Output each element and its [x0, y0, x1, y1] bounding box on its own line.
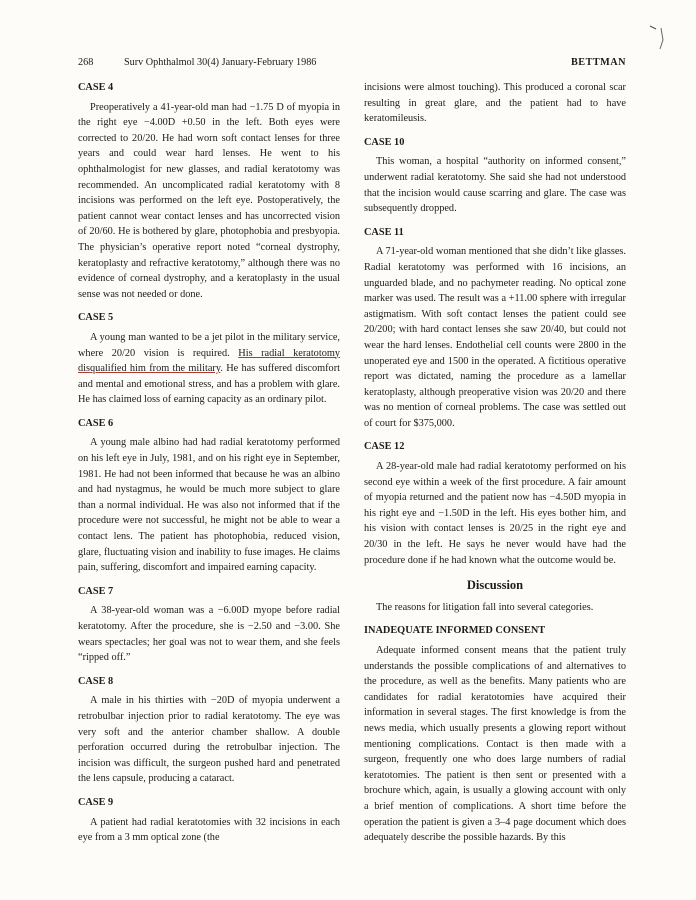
case-6-heading: CASE 6 — [78, 417, 114, 429]
case-5-underlined-text: His radial keratotomy disqualified him from the military — [78, 347, 340, 375]
case-9-text: A patient had radial keratotomies with 32 incisions in each eye from a 3 mm optical zone (the — [78, 816, 340, 844]
case-4-text: Preoperatively a 41-year-old man had −1.75 D of myopia in the right eye −4.00D +0.50 in the left. Both eyes were corrected to 20/20. He had worn soft contact lenses for three years and could wear hard lenses. He went to his ophthalmologist for new glasses, and radial keratotomy was recommended. An uncomplicated radial keratotomy with 8 incisions was performed on the left eye. Postoperatively, the patient cannot wear contact lenses and has uncorrected vision of 20/60. He is bothered by glare, photophobia and presbyopia. The physician’s operative report noted “corneal dystrophy, keratoplasty and refractive keratotomy,” although there was no evidence of corneal dystrophy, and a keratoplasty in the usual sense was not needed or done. — [78, 101, 340, 300]
case-11-heading: CASE 11 — [364, 226, 404, 238]
case-9-continued-text: incisions were almost touching). This produced a coronal scar resulting in great glare, and the patient had to have keratomileusis. — [364, 82, 626, 125]
discussion-intro: The reasons for litigation fall into several categories. — [376, 601, 594, 613]
case-8-text: A male in his thirties with −20D of myopia underwent a retrobulbar injection prior to radial keratotomy. The eye was very soft and the anterior chamber shallow. A double perforation occurred during the retrobulbar injection. The incision was difficult, the surgeon pushed hard and penetrated the lens capsule, producing a cataract. — [78, 695, 340, 785]
case-8-heading: CASE 8 — [78, 675, 114, 687]
case-7-heading: CASE 7 — [78, 585, 114, 597]
case-10-heading: CASE 10 — [364, 136, 405, 148]
pen-mark-icon — [648, 22, 666, 52]
discussion-heading: Discussion — [466, 578, 524, 593]
case-12-heading: CASE 12 — [364, 441, 405, 453]
journal-citation: Surv Ophthalmol 30(4) January-February 1986 — [124, 57, 317, 68]
case-5-text-start: A young man wanted to be a jet pilot in the military service, where 20/20 vision is required. — [78, 331, 340, 359]
left-column — [78, 80, 340, 854]
running-header — [78, 56, 626, 70]
informed-consent-text: Adequate informed consent means that the patient truly understands the possible complications of and alternatives to the procedure, as well as the benefits. Many patients who are candidates for radial keratotomies have acquired their information in several stages. The first knowledge is from the news media, which usually presents a glowing report without mentioning complications. Contact is then made with a surgeon, frequently one who does large numbers of radial keratotomies. The patient is then sent or presented with a brochure which, again, is usually a glowing account with only a brief mention of complications. A short time before the operation the patient is given a 3–4 page document which does adequately describe the possible hazards. By this — [364, 645, 626, 844]
page-number: 268 — [78, 57, 94, 68]
case-12-text: A 28-year-old male had radial keratotomy performed on his second eye within a week of the first procedure. A fair amount of myopia returned and the patient now has −4.50D myopia in his right eye and −1.50D in the left. His eyes bother him, and his vision with contact lenses is 20/25 in the right eye and 20/30 in the left. He says he never would have had the procedure done if he had known what the outcome would be. — [364, 461, 626, 566]
case-7-text: A 38-year-old woman was a −6.00D myope before radial keratotomy. After the procedure, she is −2.50 and −3.00. She wears spectacles; her goal was not to wear them, and she feels “ripped off.” — [78, 605, 340, 664]
informed-consent-subheading: INADEQUATE INFORMED CONSENT — [364, 625, 546, 637]
author-name: BETTMAN — [570, 57, 626, 68]
case-5-heading: CASE 5 — [78, 312, 114, 324]
case-6-text: A young male albino had had radial keratotomy performed on his left eye in July, 1981, and on his right eye in September, 1981. He had not been informed that because he was an albino and had nystagmus, he would be much more subject to glare than a normal individual. He was also not informed that if the procedure were not successful, he might not be able to wear a contact lens. The patient has photophobia, reduced vision, glare, fluctuating vision and inability to fuse images. He claims pain, suffering, discomfort and impaired earning capacity. — [78, 437, 340, 574]
case-5-text — [78, 330, 340, 408]
case-5-text-end: . He has suffered discomfort and mental and emotional stress, and has a problem with glare. He has claimed loss of earning capacity as an ordinary pilot. — [78, 363, 340, 406]
right-column — [364, 80, 626, 854]
case-11-text: A 71-year-old woman mentioned that she didn’t like glasses. Radial keratotomy was performed with 16 incisions, an unguarded blade, and no pachymeter reading. No optical zone marker was used. The result was a +11.00 sphere with irregular astigmatism. With soft contact lenses the patient could see 20/200; with hard contact lenses she saw 20/40, but could not wear the hard lenses. Endothelial cell counts were 2800 in the unoperated eye and 1500 in the operated. A fictitious operative report was dictated, naming the procedure as a lamellar keratoplasty, although preoperative vision was 20/20 and there was no mention of corneal problems. The case was settled out of court for $375,000. — [364, 246, 626, 429]
case-4-heading: CASE 4 — [78, 82, 114, 93]
case-9-heading: CASE 9 — [78, 796, 114, 808]
case-10-text: This woman, a hospital “authority on informed consent,” underwent radial keratotomy. She said she had not understood that the incision would cause scarring and glare. The case was subsequently dropped. — [364, 156, 626, 215]
